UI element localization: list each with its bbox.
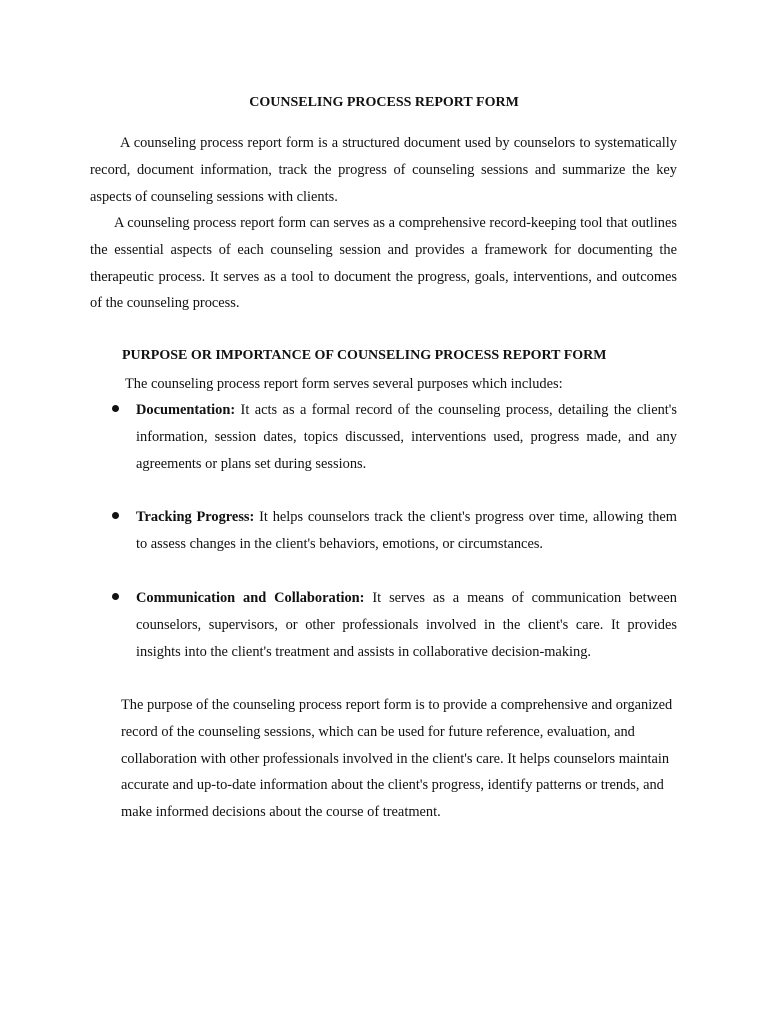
bullet-icon [112, 512, 119, 519]
section-intro: The counseling process report form serves several purposes which includes: [125, 376, 563, 392]
section-heading: PURPOSE OR IMPORTANCE OF COUNSELING PROCESS REPORT FORM [122, 348, 607, 363]
closing-paragraph: The purpose of the counseling process report form is to provide a comprehensive and organized record of the counseling sessions, which can be used for future reference, evaluation, and collaboration with other professionals involved in the client's care. It helps counselors maintain accurate and up-to-date information about the client's progress, identify patterns or trends, and make informed decisions about the course of treatment. [121, 697, 673, 821]
bullet-text [136, 397, 677, 477]
intro-paragraph-2: A counseling process report form can serves as a comprehensive record-keeping tool that outlines the essential aspects of each counseling session and provides a framework for documenting the therapeutic process. It serves as a tool to document the progress, goals, interventions, and outcomes of the counseling process. [90, 215, 677, 312]
page-title: COUNSELING PROCESS REPORT FORM [249, 95, 519, 110]
bullet-term: Documentation: [136, 402, 236, 418]
list-item [106, 397, 677, 477]
bullet-term: Tracking Progress: [136, 509, 255, 525]
list-item [106, 504, 677, 558]
list-item [106, 585, 677, 665]
bullet-description: It serves as a means of communication between counselors, supervisors, or other professionals involved in the client's care. It provides insights into the client's treatment and assists in collaborative decision-making. [136, 590, 677, 660]
bullet-text [136, 504, 677, 558]
bullet-icon [112, 405, 119, 412]
bullet-description: It helps counselors track the client's progress over time, allowing them to assess changes in the client's behaviors, emotions, or circumstances. [136, 509, 677, 552]
bullet-icon [112, 593, 119, 600]
bullet-term: Communication and Collaboration: [136, 590, 365, 606]
bullet-text [136, 585, 677, 665]
intro-paragraph-1: A counseling process report form is a structured document used by counselors to systematically record, document information, track the progress of counseling sessions and summarize the key aspects of counseling sessions with clients. [90, 135, 677, 205]
bullet-description: It acts as a formal record of the counseling process, detailing the client's information, session dates, topics discussed, interventions used, progress made, and any agreements or plans set during sessions. [136, 402, 677, 472]
